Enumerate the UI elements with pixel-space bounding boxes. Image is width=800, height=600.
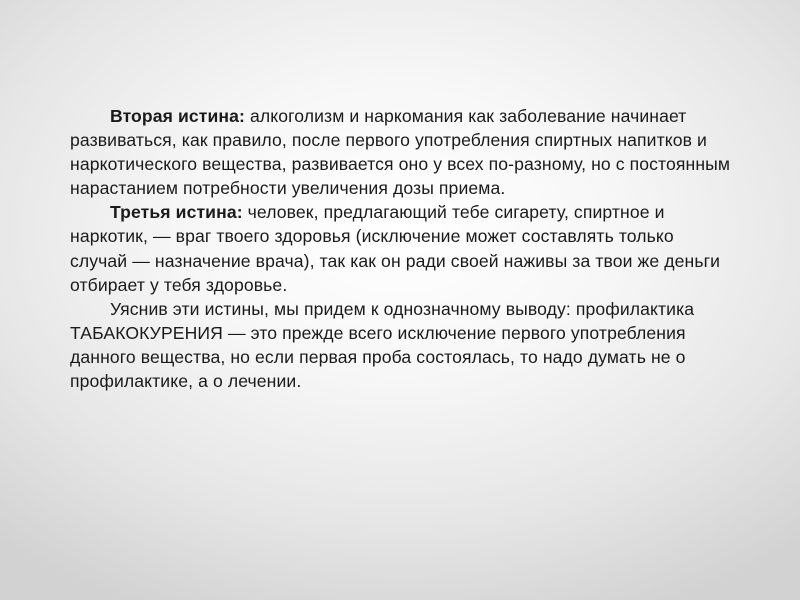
paragraph-third-truth [70,200,736,296]
second-truth-heading: Вторая истина: [110,106,245,126]
paragraph-conclusion [70,297,736,393]
third-truth-text: человек, предлагающий тебе сигарету, спиртное и наркотик, — враг твоего здоровья (исключение может составлять только случай — назначение врача), так как он ради своей наживы за твои же деньги отбирает у тебя здоровье. [70,202,721,295]
second-truth-text: алкоголизм и наркомания как заболевание начинает развиваться, как правило, после первого употребления спиртных напитков и наркотического вещества, развивается оно у всех по-разному, но с постоянным нарастанием потребности увеличения дозы приема. [70,106,731,199]
paragraph-second-truth [70,104,736,200]
conclusion-text: Уяснив эти истины, мы придем к однозначному выводу: профилактика ТАБАКОКУРЕНИЯ — это прежде всего исключение первого употребления данного вещества, но если первая проба состоялась, то надо думать не о профилактике, а о лечении. [70,298,695,392]
third-truth-heading: Третья истина: [110,202,243,223]
text-block [70,104,736,393]
